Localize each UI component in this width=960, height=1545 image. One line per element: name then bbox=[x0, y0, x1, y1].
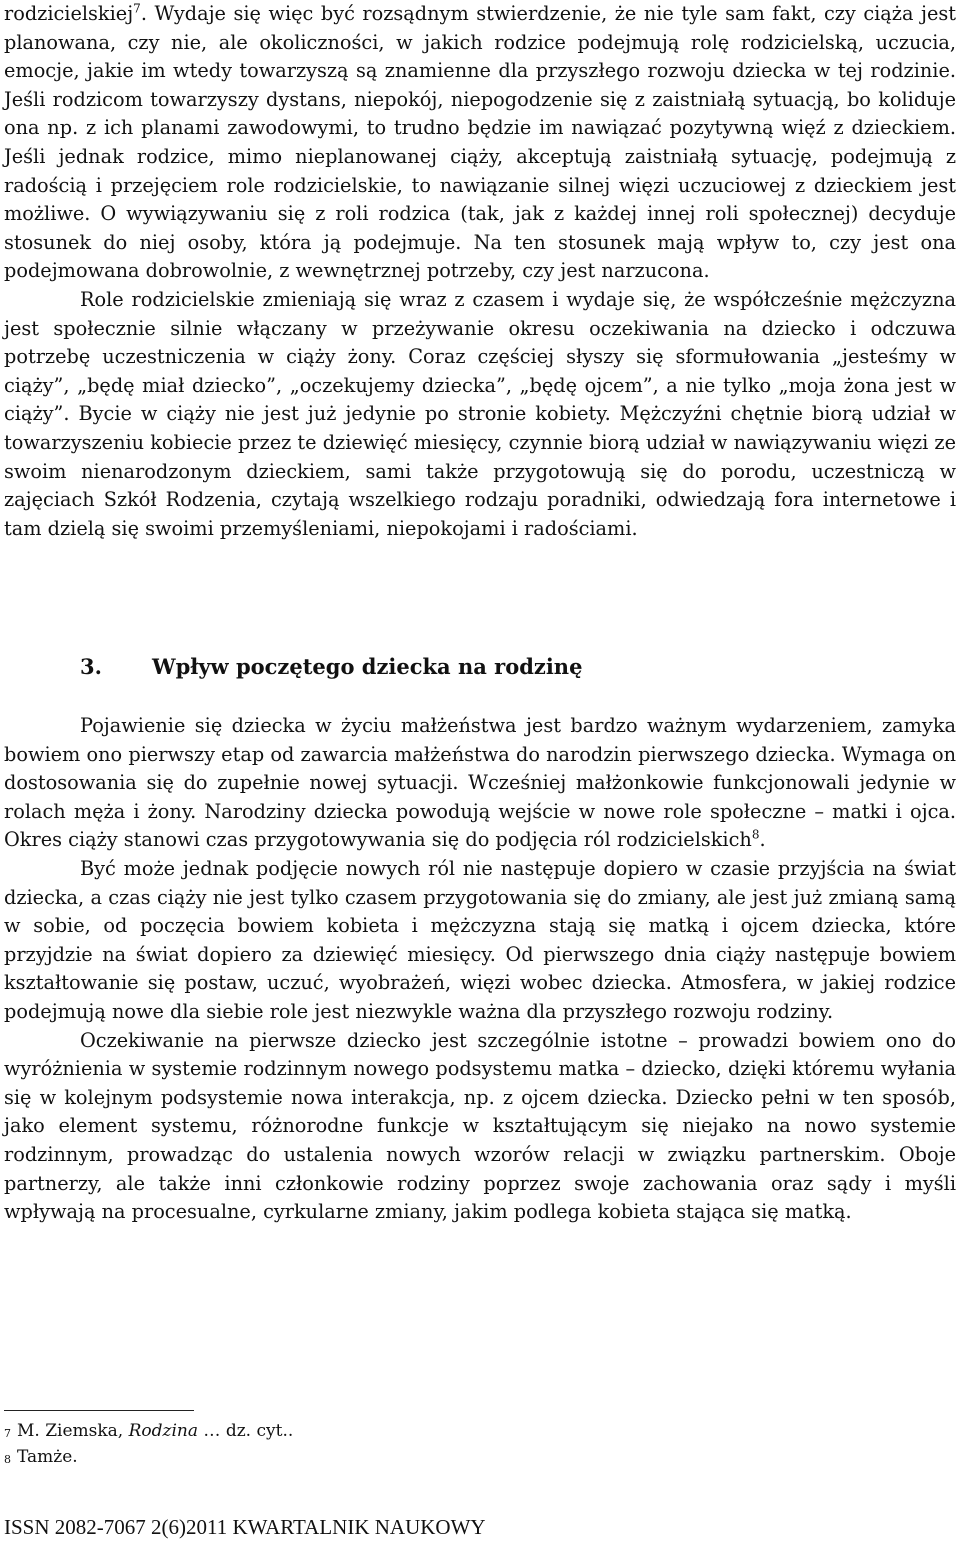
footnote-divider bbox=[4, 1410, 194, 1411]
footnotes bbox=[4, 1418, 293, 1470]
paragraph-3 bbox=[4, 712, 956, 855]
footnote-mark: 8 bbox=[4, 1453, 11, 1466]
footnote-7 bbox=[4, 1418, 293, 1444]
paragraph-4: Być może jednak podjęcie nowych ról nie następuje dopiero w czasie przyjścia na świat dziecka, a czas ciąży nie jest tylko czasem przygotowania się do zmiany, ale jest już zmianą samą w sobie, od poczęcia bowiem kobieta i mężczyzna stają się matką i ojcem dziecka, które przyjdzie na świat dopiero za dziewięć miesięcy. Od pierwszego dnia ciąży następuje bowiem kształtowanie się postaw, uczuć, wyobrażeń, więzi wobec dziecka. Atmosfera, w jakiej rodzice podejmują nowe dla siebie role jest niezwykle ważna dla przyszłego rozwoju rodziny. bbox=[4, 856, 956, 1023]
paragraph-text: Pojawienie się dziecka w życiu małżeństwa jest bardzo ważnym wydarzeniem, zamyka bowiem ono pierwszy etap od zawarcia małżeństwa do narodzin pierwszego dziecka. Wymaga on dostosowania się do zupełnie nowej sytuacji. Wcześniej małżonkowie funkcjonowali jedynie w rolach męża i żony. Narodziny dziecka powodują wejście w nowe role społeczne – matki i ojca. Okres ciąży stanowi czas przygotowywania się do podjęcia ról rodzicielskich bbox=[4, 714, 956, 852]
footnote-author: M. Ziemska, bbox=[17, 1421, 129, 1441]
paragraph-start: rodzicielskiej bbox=[4, 2, 134, 25]
paragraph-1 bbox=[4, 0, 956, 286]
footnote-ref-7[interactable]: 7 bbox=[133, 1, 141, 16]
paragraph-text: . Wydaje się więc być rozsądnym stwierdzenie, że nie tyle sam fakt, czy ciąża jest planowana, czy nie, ale okoliczności, w jakich rodzice podejmują rolę rodzicielską, uczucia, emocje, jakie im wtedy towarzyszą są znamienne dla przyszłego rozwoju dziecka w tej rodzinie. Jeśli rodzicom towarzyszy dystans, niepokój, niepogodzenie się z zaistniałą sytuacją, bo koliduje ona np. z ich planami zawodowymi, to trudno będzie im nawiązać pozytywną więź z dzieckiem. Jeśli jednak rodzice, mimo nieplanowanej ciąży, akceptują zaistniałą sytuację, podejmują z radością i przejęciem role rodzicielskie, to nawiązanie silnej więzi uczuciowej z dzieckiem jest możliwe. O wywiązywaniu się z roli rodzica (tak, jak z każdej innej roli społecznej) decyduje stosunek do niej osoby, która ją podejmuje. Na ten stosunek mają wpływ to, czy jest ona podejmowana dobrowolnie, z wewnętrznej potrzeby, czy jest narzucona. bbox=[4, 2, 956, 283]
text-block-top bbox=[4, 0, 956, 543]
section-title: Wpływ poczętego dziecka na rodzinę bbox=[152, 654, 583, 679]
section-heading bbox=[80, 652, 582, 682]
paragraph-5: Oczekiwanie na pierwsze dziecko jest szczególnie istotne – prowadzi bowiem ono do wyróżnienia w systemie rodzinnym nowego podsystemu matka – dziecko, dzięki któremu wyłania się w kolejnym podsystemie nowa interakcja, np. z ojcem dziecka. Dziecko pełni w ten sposób, jako element systemu, różnorodne funkcje w kształtującym się niejako na nowo systemie rodzinnym, prowadząc do ustalenia nowych wzorów relacji w związku partnerskim. Oboje partnerzy, ale także inni członkowie rodziny poprzez swoje zachowania oraz sądy i myśli wpływają na procesualne, cyrkularne zmiany, jakim podlega kobieta stająca się matką. bbox=[4, 1028, 956, 1224]
paragraph-2: Role rodzicielskie zmieniają się wraz z czasem i wydaje się, że współcześnie mężczyzna jest społecznie silnie włączany w przeżywanie okresu oczekiwania na dziecko i odczuwa potrzebę uczestniczenia w ciąży żony. Coraz częściej słyszy się sformułowania „jesteśmy w ciąży”, „będę miał dziecko”, „oczekujemy dziecka”, „będę ojcem”, a nie tylko „moja żona jest w ciąży”. Bycie w ciąży nie jest już jedynie po stronie kobiety. Mężczyźni chętnie biorą udział w towarzyszeniu kobiecie przez te dziewięć miesięcy, czynnie biorą udział w nawiązywaniu więzi ze swoim nienarodzonym dzieckiem, sami także przygotowują się do porodu, uczestniczą w zajęciach Szkół Rodzenia, czytają wszelkiego rodzaju poradniki, odwiedzają fora internetowe i tam dzielą się swoimi przemyśleniami, niepokojami i radościami. bbox=[4, 287, 956, 540]
paragraph-end: . bbox=[759, 828, 766, 852]
footnote-title: Rodzina bbox=[128, 1421, 199, 1441]
text-block-bottom bbox=[4, 712, 956, 1227]
page-footer: ISSN 2082-7067 2(6)2011 KWARTALNIK NAUKOWY bbox=[4, 1515, 486, 1539]
section-number: 3. bbox=[80, 654, 102, 679]
footnote-8 bbox=[4, 1444, 293, 1470]
footnote-mark: 7 bbox=[4, 1427, 11, 1440]
footnote-rest: … dz. cyt.. bbox=[198, 1421, 294, 1441]
footnote-text: Tamże. bbox=[17, 1447, 78, 1467]
footnote-ref-8[interactable]: 8 bbox=[751, 827, 760, 842]
